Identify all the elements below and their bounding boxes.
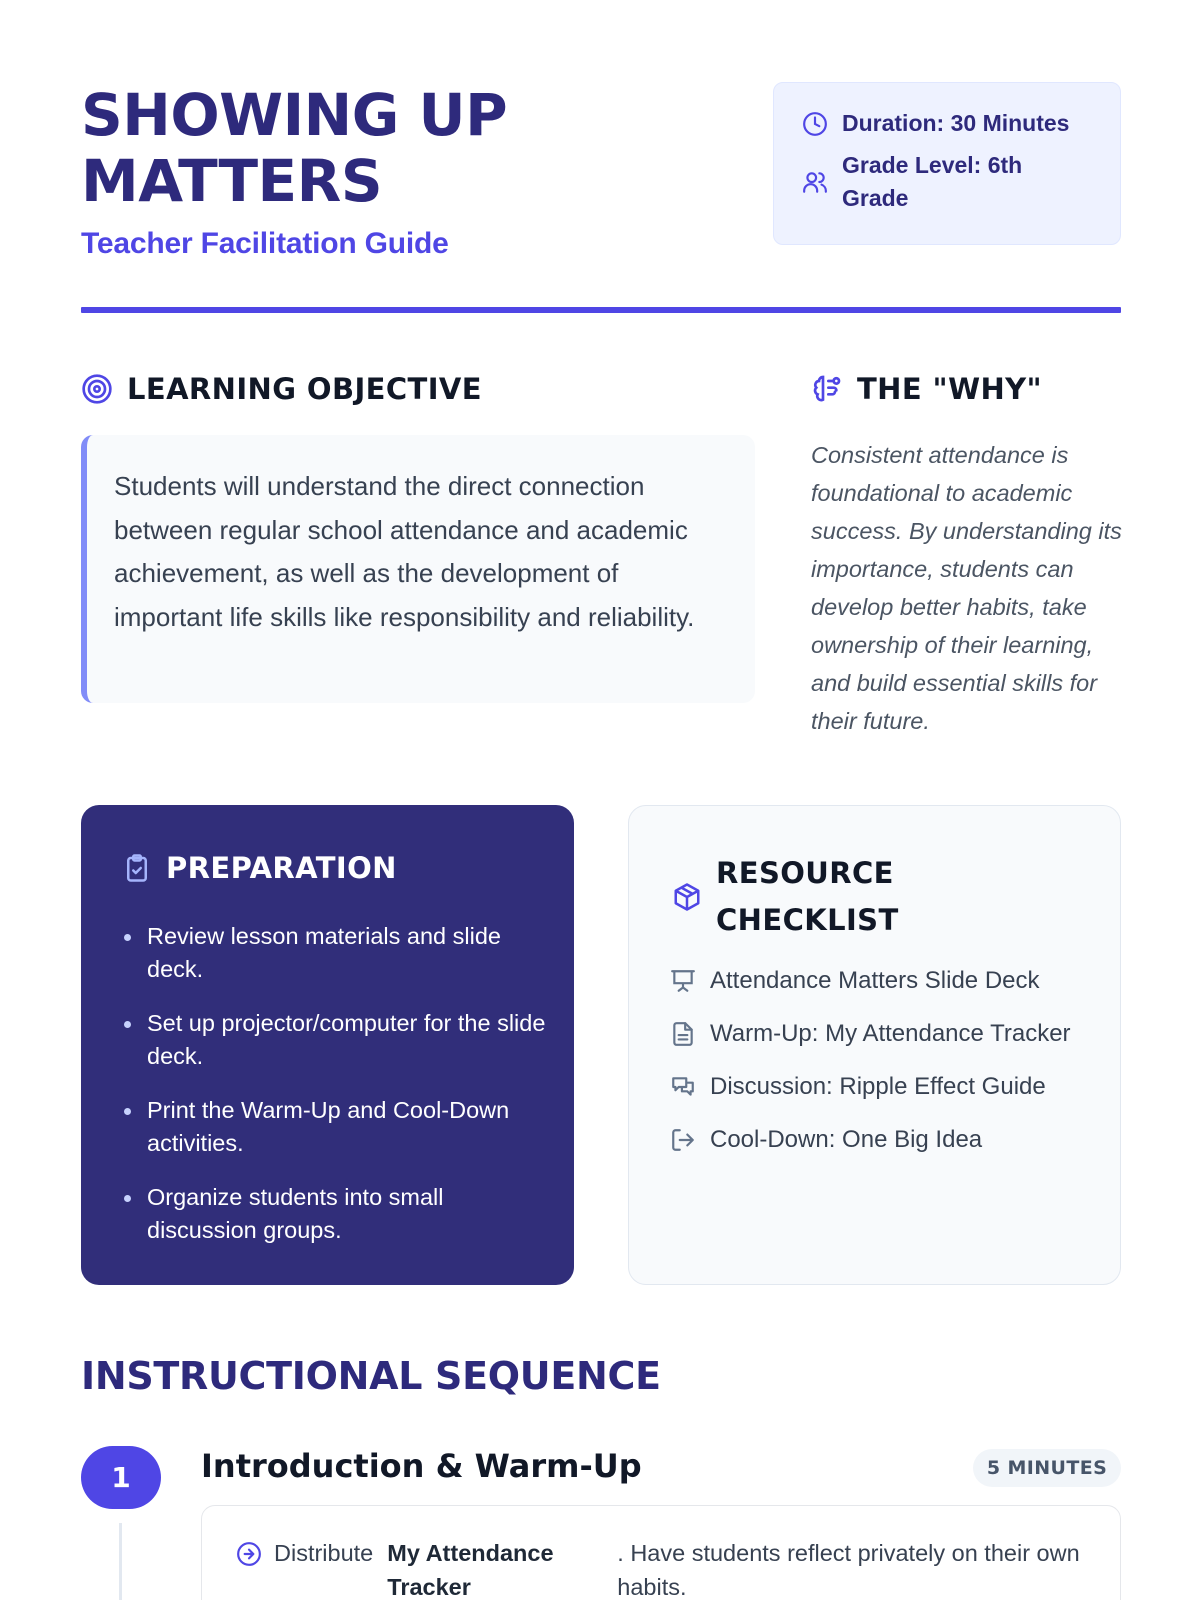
preparation-list: [147, 920, 547, 1268]
header-divider: [81, 307, 1121, 313]
resource-item: [670, 1070, 1090, 1104]
preparation-item: Set up projector/computer for the slide deck.: [147, 1007, 547, 1073]
exit-icon: [670, 1127, 696, 1153]
step-title: Introduction & Warm-Up: [201, 1447, 642, 1485]
step-item: [236, 1536, 1096, 1600]
title-line-2: MATTERS: [81, 147, 383, 215]
step-connector-line: [119, 1523, 122, 1600]
step-content-box: [201, 1505, 1121, 1600]
duration-row: [802, 107, 1069, 140]
preparation-card: [81, 805, 574, 1285]
package-icon: [672, 882, 702, 912]
users-icon: [802, 169, 828, 195]
grade-text-line-1: Grade Level: 6th: [842, 152, 1023, 178]
objective-heading: [81, 372, 482, 406]
target-icon: [81, 373, 113, 405]
resource-item: [670, 964, 1090, 998]
chat-icon: [670, 1074, 696, 1100]
preparation-item: Organize students into small discussion groups.: [147, 1181, 547, 1247]
resource-item: [670, 1123, 1090, 1157]
resource-item-label: Discussion: Ripple Effect Guide: [710, 1073, 1046, 1100]
objective-box: Students will understand the direct connection between regular school attendance and academic achievement, as well as the development of important life skills like responsibility and reliability.: [81, 435, 755, 703]
resource-list: [670, 964, 1090, 1176]
resource-item: [670, 1017, 1090, 1051]
objective-heading-text: LEARNING OBJECTIVE: [127, 372, 482, 406]
step-duration-badge: 5 MINUTES: [973, 1449, 1121, 1487]
brain-icon: [811, 373, 843, 405]
resource-item-label: Attendance Matters Slide Deck: [710, 967, 1040, 994]
preparation-item: Review lesson materials and slide deck.: [147, 920, 547, 986]
grade-row: [802, 149, 1022, 215]
why-heading-text: THE "WHY": [857, 372, 1043, 406]
why-text: Consistent attendance is foundational to academic success. By understanding its importance, students can develop better habits, take ownership of their learning, and build essential skills for their future.: [811, 442, 1122, 734]
preparation-heading: [122, 851, 397, 885]
clipboard-check-icon: [122, 852, 152, 884]
preparation-heading-text: PREPARATION: [166, 851, 397, 885]
duration-text: Duration: 30 Minutes: [842, 110, 1070, 136]
grade-text-line-2: Grade: [842, 185, 909, 211]
title-line-1: SHOWING UP: [81, 81, 508, 149]
arrow-circle-right-icon: [236, 1541, 262, 1567]
resource-heading: [672, 850, 899, 944]
step-item-prefix: Distribute: [274, 1540, 374, 1566]
resource-item-label: Warm-Up: My Attendance Tracker: [710, 1020, 1071, 1047]
preparation-item: Print the Warm-Up and Cool-Down activities.: [147, 1094, 547, 1160]
resource-item-label: Cool-Down: One Big Idea: [710, 1126, 983, 1153]
step-item-rest: . Have students reflect privately on their own habits.: [617, 1540, 1080, 1600]
step-number: 1: [81, 1446, 161, 1509]
resource-heading-line-1: RESOURCE: [716, 856, 894, 890]
why-heading: [811, 372, 1042, 406]
step-item-bold: My Attendance Tracker: [387, 1540, 554, 1600]
sequence-heading: INSTRUCTIONAL SEQUENCE: [81, 1354, 661, 1398]
header: [81, 82, 1121, 312]
clock-icon: [802, 111, 828, 137]
lesson-meta-box: [773, 82, 1121, 245]
presentation-icon: [670, 968, 696, 994]
grade-text: [842, 149, 1022, 215]
resource-heading-line-2: CHECKLIST: [716, 903, 899, 937]
document-icon: [670, 1021, 696, 1047]
resource-checklist-card: [628, 805, 1121, 1285]
page-subtitle: Teacher Facilitation Guide: [81, 227, 449, 260]
page-title: [81, 82, 507, 214]
resource-heading-text: [716, 850, 899, 944]
